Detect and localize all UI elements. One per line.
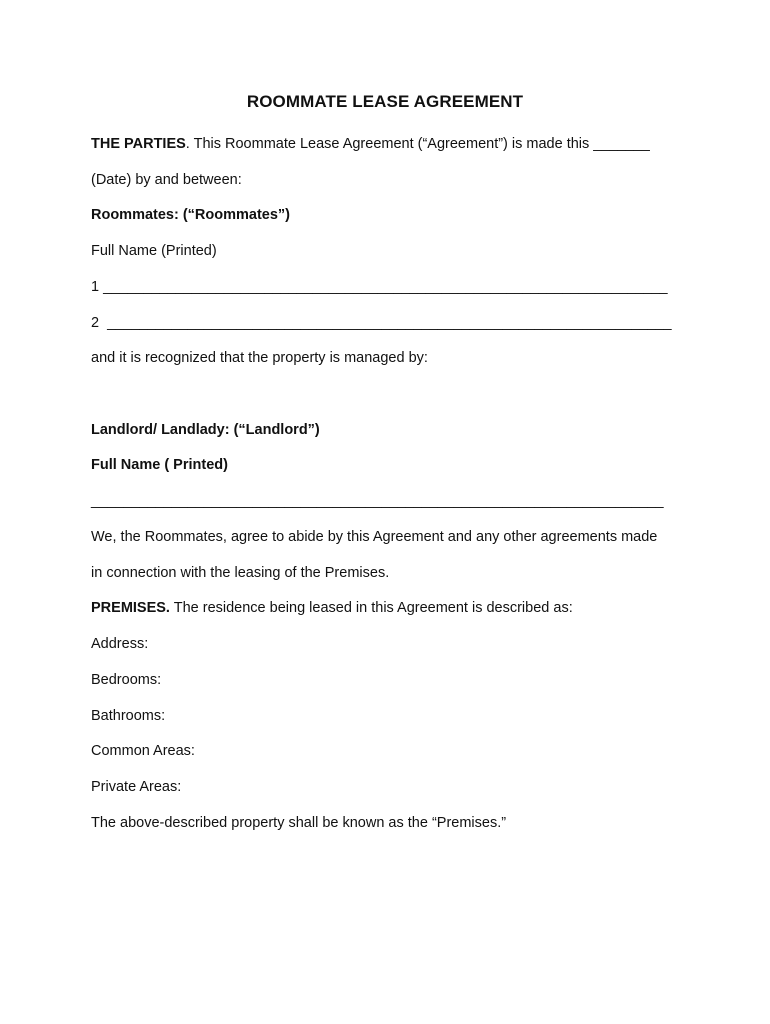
parties-text: . This Roommate Lease Agreement (“Agreement”) is made this _______ [185, 136, 650, 152]
premises-field-address: Address: [91, 636, 149, 652]
roommate-line-2[interactable]: 2 ______________________________________________________________________ [91, 315, 672, 331]
parties-continued: (Date) by and between: [91, 172, 242, 188]
parties-paragraph [91, 134, 650, 154]
premises-field-private-areas: Private Areas: [91, 779, 182, 795]
roommates-heading: Roommates: (“Roommates”) [91, 207, 290, 223]
roommate-line-1[interactable]: 1 ______________________________________________________________________ [91, 279, 668, 295]
premises-heading: PREMISES. [91, 600, 170, 616]
roommates-full-name-label: Full Name (Printed) [91, 243, 217, 259]
landlord-full-name-label: Full Name ( Printed) [91, 457, 228, 473]
agreement-text-2: in connection with the leasing of the Premises. [91, 565, 390, 581]
managed-by-text: and it is recognized that the property is managed by: [91, 350, 428, 366]
parties-heading: THE PARTIES [91, 136, 186, 152]
agreement-text-1: We, the Roommates, agree to abide by this Agreement and any other agreements made [91, 529, 658, 545]
document-title: ROOMMATE LEASE AGREEMENT [246, 92, 524, 111]
premises-field-bedrooms: Bedrooms: [91, 672, 162, 688]
landlord-name-line[interactable]: _______________________________________________________________________ [91, 493, 664, 509]
premises-text: The residence being leased in this Agreement is described as: [169, 600, 573, 616]
premises-paragraph [91, 598, 573, 618]
premises-closing: The above-described property shall be known as the “Premises.” [91, 815, 507, 831]
landlord-heading: Landlord/ Landlady: (“Landlord”) [91, 422, 320, 438]
premises-field-common-areas: Common Areas: [91, 743, 195, 759]
premises-field-bathrooms: Bathrooms: [91, 708, 166, 724]
